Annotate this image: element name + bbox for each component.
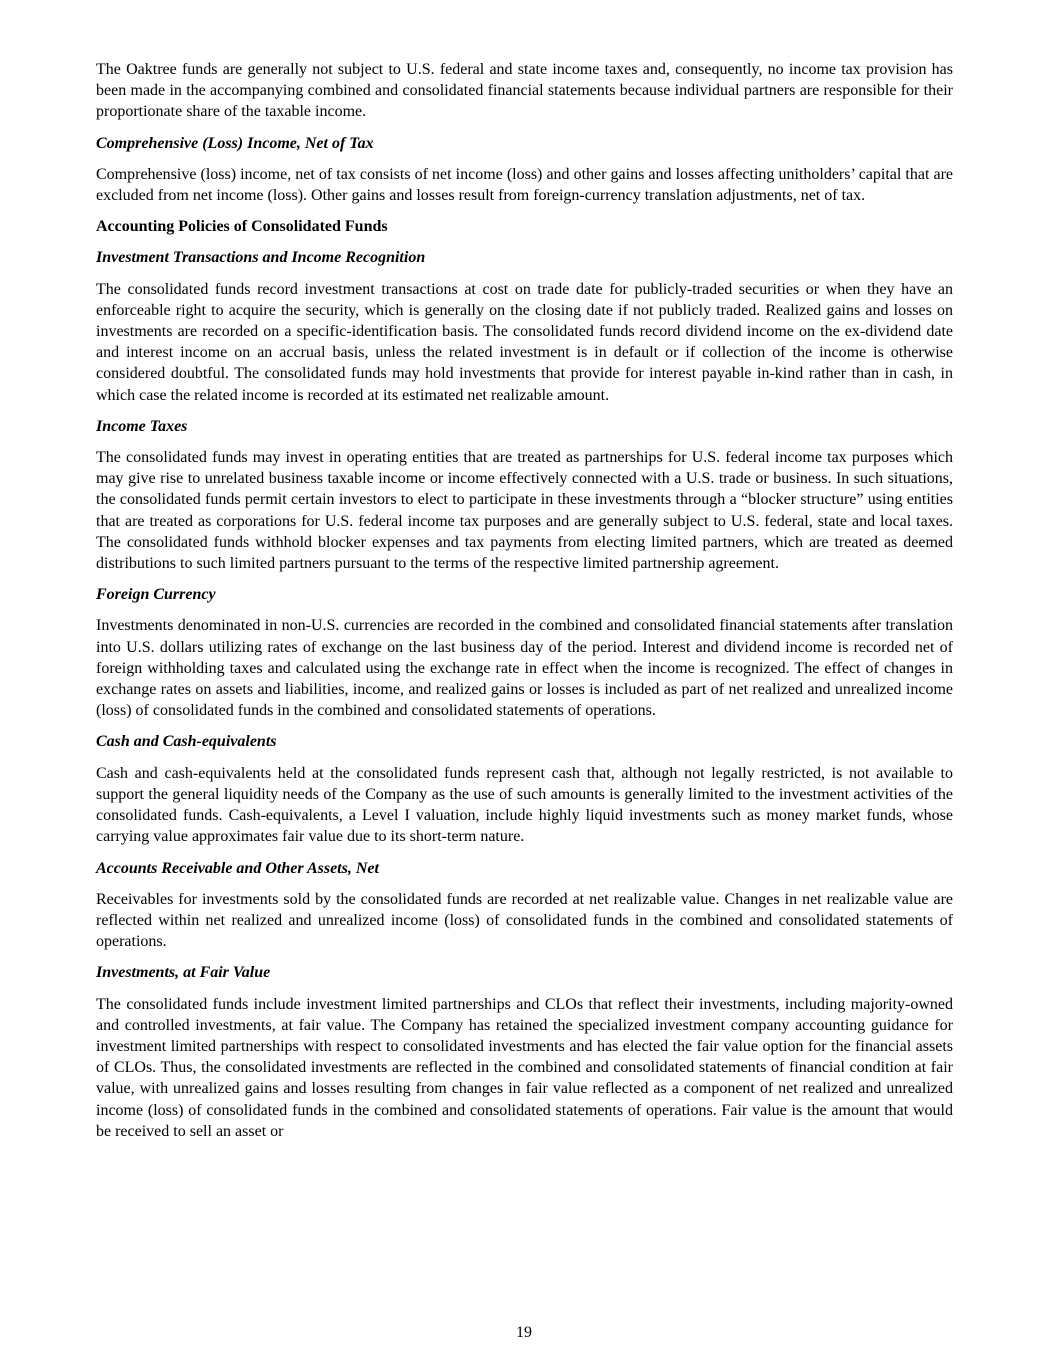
paragraph-investments-fair-value: The consolidated funds include investment limited partnerships and CLOs that reflect their investments, including majority-owned and controlled investments, at fair value. The Company has retained the specialized investment company accounting guidance for investment limited partnerships with respect to consolidated investments and has elected the fair value option for the financial assets of CLOs. Thus, the consolidated investments are reflected in the combined and consolidated statements of financial condition at fair value, with unrealized gains and losses resulting from changes in fair value reflected as a component of net realized and unrealized income (loss) of consolidated funds in the combined and consolidated statements of operations. Fair value is the amount that would be received to sell an asset or <box>96 995 953 1140</box>
heading-investments-fair-value: Investments, at Fair Value <box>96 964 271 982</box>
heading-foreign-currency: Foreign Currency <box>96 586 216 604</box>
paragraph-comprehensive-income: Comprehensive (loss) income, net of tax consists of net income (loss) and other gains and losses affecting unitholders’ capital that are excluded from net income (loss). Other gains and losses result from foreign-currency translation adjustments, net of tax. <box>96 165 953 205</box>
heading-income-taxes: Income Taxes <box>96 417 188 435</box>
heading-investment-transactions: Investment Transactions and Income Recognition <box>96 249 426 267</box>
document-body <box>96 59 953 1142</box>
paragraph-accounts-receivable: Receivables for investments sold by the consolidated funds are recorded at net realizable value. Changes in net realizable value are reflected within net realized and unrealized income (loss) of consolidated funds in the combined and consolidated statements of operations. <box>96 890 953 951</box>
heading-accounts-receivable: Accounts Receivable and Other Assets, Net <box>96 859 379 877</box>
heading-accounting-policies: Accounting Policies of Consolidated Funds <box>96 218 388 236</box>
heading-cash-equivalents: Cash and Cash-equivalents <box>96 733 277 751</box>
paragraph-investment-transactions: The consolidated funds record investment transactions at cost on trade date for publicly-traded securities or when they have an enforceable right to acquire the security, which is generally on the closing date if not publicly traded. Realized gains and losses on investments are recorded on a specific-identification basis. The consolidated funds record dividend income on the ex-dividend date and interest income on an accrual basis, unless the related investment is in default or if collection of the income is otherwise considered doubtful. The consolidated funds may hold investments that provide for interest payable in-kind rather than in cash, in which case the related income is recorded at its estimated net realizable amount. <box>96 280 953 404</box>
paragraph-income-taxes: The consolidated funds may invest in operating entities that are treated as partnerships for U.S. federal income tax purposes which may give rise to unrelated business taxable income or income effectively connected with a U.S. trade or business. In such situations, the consolidated funds permit certain investors to elect to participate in these investments through a “blocker structure” using entities that are treated as corporations for U.S. federal income tax purposes and are generally subject to U.S. federal, state and local taxes. The consolidated funds withhold blocker expenses and tax payments from electing limited partners, which are treated as deemed distributions to such limited partners pursuant to the terms of the respective limited partnership agreement. <box>96 449 953 573</box>
paragraph-cash-equivalents: Cash and cash-equivalents held at the consolidated funds represent cash that, although not legally restricted, is not available to support the general liquidity needs of the Company as the use of such amounts is generally limited to the investment activities of the consolidated funds. Cash-equivalents, a Level I valuation, include highly liquid investments such as money market funds, whose carrying value approximates fair value due to its short-term nature. <box>96 764 953 846</box>
paragraph-oaktree-taxes: The Oaktree funds are generally not subject to U.S. federal and state income taxes and, consequently, no income tax provision has been made in the accompanying combined and consolidated financial statements because individual partners are responsible for their proportionate share of the taxable income. <box>96 61 953 121</box>
paragraph-foreign-currency: Investments denominated in non-U.S. currencies are recorded in the combined and consolidated financial statements after translation into U.S. dollars utilizing rates of exchange on the last business day of the period. Interest and dividend income is recorded net of foreign withholding taxes and calculated using the exchange rate in effect when the income is recognized. The effect of changes in exchange rates on assets and liabilities, income, and realized gains or losses is included as part of net realized and unrealized income (loss) of consolidated funds in the combined and consolidated statements of operations. <box>96 617 953 720</box>
heading-comprehensive-income: Comprehensive (Loss) Income, Net of Tax <box>96 134 374 152</box>
page-number: 19 <box>516 1324 532 1341</box>
